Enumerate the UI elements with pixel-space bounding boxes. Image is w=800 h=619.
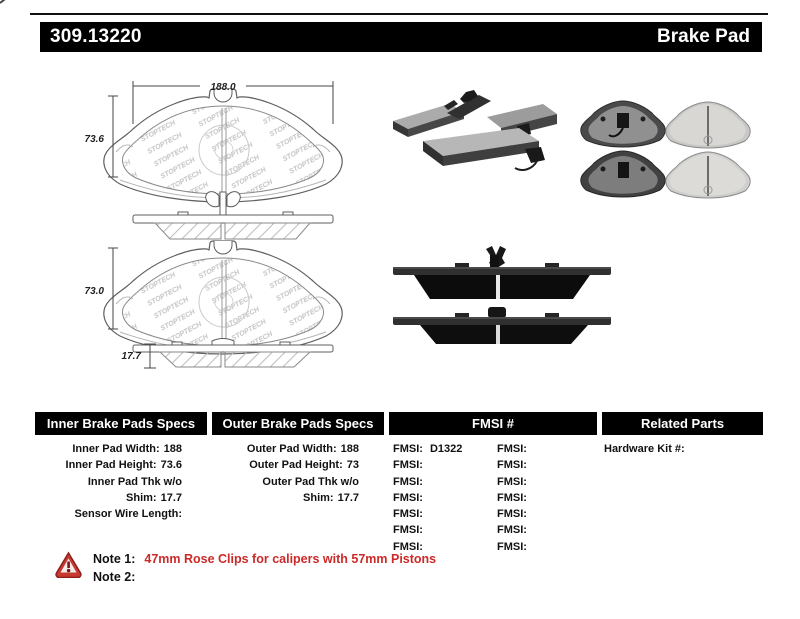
fmsi-row: FMSI: (497, 475, 527, 488)
spec-row: Sensor Wire Length: (74, 508, 182, 521)
fmsi-row: FMSI: (497, 508, 527, 521)
warning-icon (54, 551, 83, 578)
photo-pad-edge-views (393, 246, 611, 344)
spec-row: Outer Pad Height: 73 (249, 459, 359, 472)
fmsi-row: FMSI: D1322 (393, 443, 463, 455)
fmsi-row: FMSI: (497, 524, 527, 537)
outer-specs-rows (212, 441, 359, 506)
dim-thickness-label: 17.7 (121, 351, 141, 362)
fmsi-row: FMSI: (393, 475, 423, 488)
inner-specs-title: Inner Brake Pads Specs (46, 416, 196, 431)
fmsi-row: FMSI: (497, 491, 527, 504)
note-1-text: 47mm Rose Clips for calipers with 57mm Pistons (144, 552, 437, 566)
fmsi-row: FMSI: (393, 540, 423, 553)
fmsi-header (389, 412, 597, 435)
pad-top-view (133, 192, 333, 239)
pad-front-view-inner (85, 81, 343, 202)
related-parts-title: Related Parts (640, 416, 725, 431)
fmsi-row: FMSI: (497, 443, 527, 455)
related-parts-header (602, 412, 763, 435)
related-row: Hardware Kit #: (604, 443, 685, 455)
spec-row: Inner Pad Thk w/o Shim: 17.7 (87, 475, 182, 504)
dim-outer-height-label: 73.0 (84, 286, 104, 297)
fmsi-left-column (393, 441, 493, 555)
inner-specs-header (35, 412, 207, 435)
fmsi-row: FMSI: (497, 540, 527, 553)
note-1 (93, 552, 436, 566)
note-2-label: Note 2: (93, 570, 136, 584)
product-title: Brake Pad (657, 26, 750, 47)
dim-width-label: 188.0 (210, 82, 236, 93)
fmsi-row: FMSI: (393, 491, 423, 504)
outer-specs-header (212, 412, 384, 435)
fmsi-row: FMSI: (393, 524, 423, 537)
note-1-label: Note 1: (93, 552, 136, 566)
spec-row: Inner Pad Height: 73.6 (65, 459, 182, 472)
outer-specs-title: Outer Brake Pads Specs (222, 416, 374, 431)
dim-inner-height-label: 73.6 (84, 134, 104, 145)
inner-specs-rows (35, 441, 182, 522)
spec-row: Outer Pad Width: 188 (246, 443, 359, 455)
spec-row: Inner Pad Width: 188 (72, 443, 182, 455)
spec-row: Outer Pad Thk w/o Shim: 17.7 (262, 475, 359, 504)
fmsi-row: FMSI: (393, 459, 423, 472)
photo-pad-grid (581, 101, 750, 198)
fmsi-row: FMSI: (393, 508, 423, 521)
pad-front-view-outer (85, 241, 343, 354)
note-2 (93, 570, 144, 584)
related-parts-rows (604, 441, 762, 457)
photo-pad-set-angled (393, 90, 557, 170)
fmsi-title: FMSI # (472, 416, 514, 431)
fmsi-row: FMSI: (497, 459, 527, 472)
fmsi-right-column (497, 441, 597, 555)
part-number: 309.13220 (50, 26, 142, 47)
